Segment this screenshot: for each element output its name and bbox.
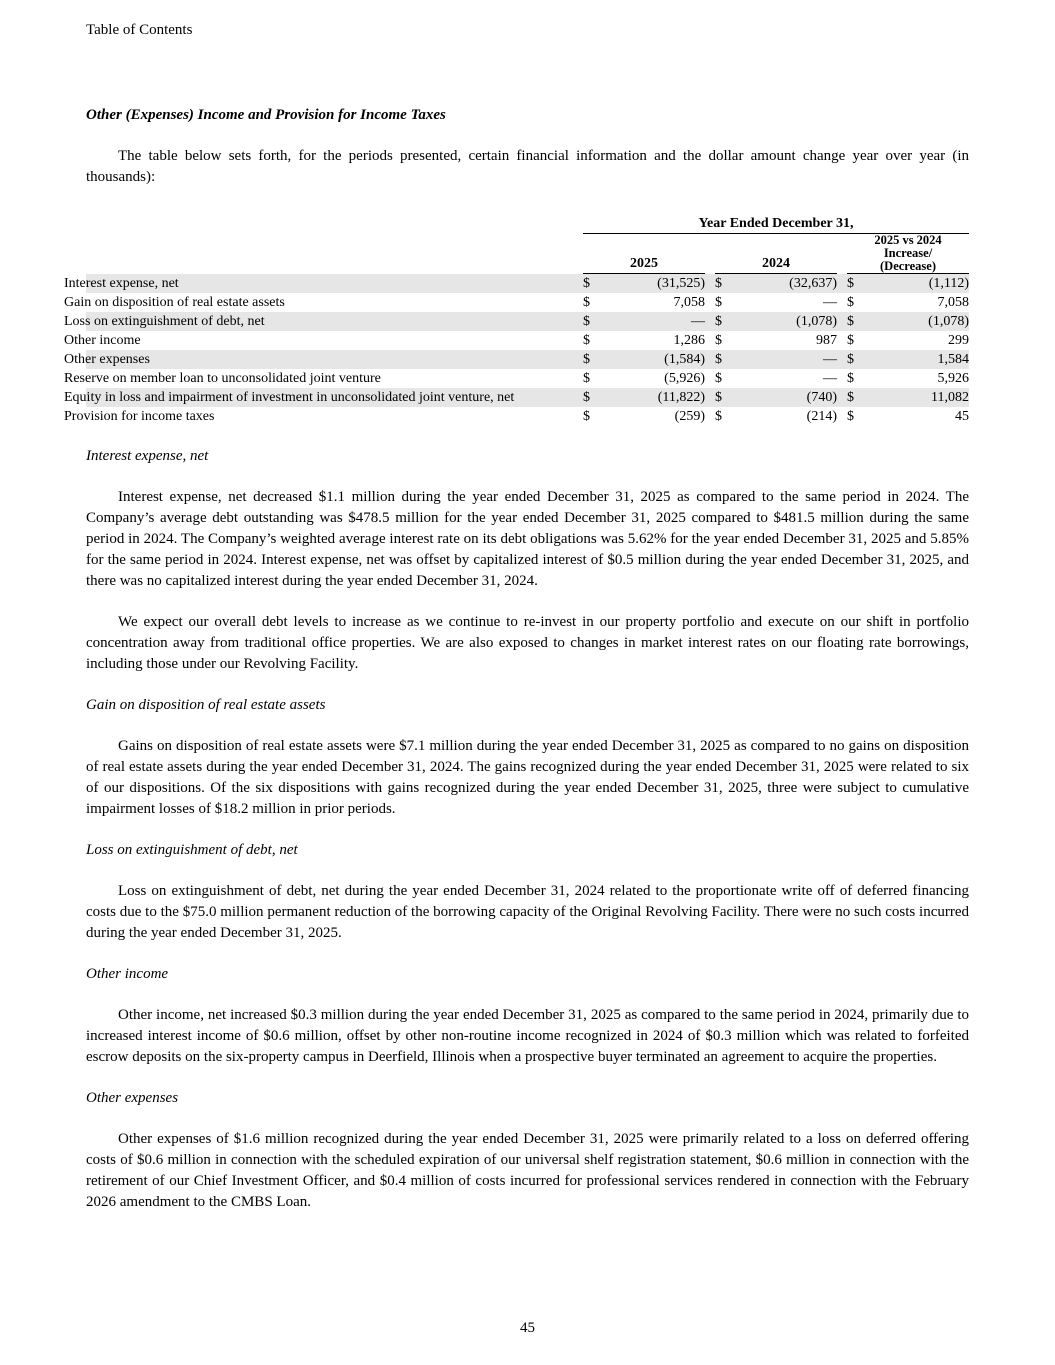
row-label: Provision for income taxes (64, 409, 215, 424)
row-label: Gain on disposition of real estate assets (64, 295, 285, 310)
value-2025: 7,058 (673, 295, 705, 310)
column-header-2024: 2024 (715, 234, 837, 274)
dollar-sign: $ (583, 371, 590, 386)
section-heading-gain-on-disposition: Gain on disposition of real estate assets (86, 697, 326, 713)
value-change: 299 (948, 333, 969, 348)
paragraph: Other expenses of $1.6 million recognized during the year ended December 31, 2025 were primarily related to a loss on deferred offering costs of $0.6 million in connection with the scheduled expiration of our universal shelf registration statement, $0.6 million in connection with the retirement of our Chief Investment Officer, and $0.4 million of costs incurred for professional services rendered in connection with the February 2026 amendment to the CMBS Loan. (86, 1131, 969, 1210)
dollar-sign: $ (715, 371, 722, 386)
section-heading-other-income: Other income (86, 966, 169, 982)
paragraph: Gains on disposition of real estate assets were $7.1 million during the year ended December 31, 2025 as compared to no gains on disposition of real estate assets during the year ended December 31, 2024. The gains recognized during the year ended December 31, 2025 were related to six of our dispositions. Of the six dispositions with gains recognized during the year ended December 31, 2025, three were subject to cumulative impairment losses of $18.2 million in prior periods. (86, 738, 969, 817)
value-2025: (1,584) (605, 350, 705, 369)
dollar-sign: $ (715, 312, 737, 331)
financial-table (64, 214, 969, 426)
dollar-sign: $ (847, 350, 869, 369)
dollar-sign: $ (847, 312, 869, 331)
value-change: 7,058 (937, 295, 969, 310)
dollar-sign: $ (583, 350, 605, 369)
section-heading-interest-expense: Interest expense, net (86, 448, 209, 464)
value-2024: — (737, 350, 837, 369)
value-2024: — (823, 295, 837, 310)
dollar-sign: $ (847, 371, 854, 386)
value-2024: (740) (737, 388, 837, 407)
dollar-sign: $ (583, 295, 590, 310)
dollar-sign: $ (715, 388, 737, 407)
table-row (86, 293, 969, 312)
table-row (86, 407, 969, 426)
intro-paragraph: The table below sets forth, for the periods presented, certain financial information and the dollar amount change year over year (in thousands): (86, 148, 969, 185)
column-header-2025: 2025 (583, 234, 705, 274)
dollar-sign: $ (847, 274, 869, 294)
value-change: 1,584 (869, 350, 969, 369)
table-header-columns-row (86, 234, 969, 274)
table-row (86, 388, 969, 407)
dollar-sign: $ (715, 274, 737, 294)
page-title: Other (Expenses) Income and Provision for Income Taxes (86, 107, 446, 123)
page-number: 45 (520, 1320, 535, 1336)
section-heading-other-expenses: Other expenses (86, 1090, 179, 1106)
dollar-sign: $ (715, 409, 722, 424)
row-label: Equity in loss and impairment of investment in unconsolidated joint venture, net (86, 388, 583, 407)
value-2025: (259) (674, 409, 705, 424)
paragraph: Interest expense, net decreased $1.1 million during the year ended December 31, 2025 as compared to the same period in 2024. The Company’s average debt outstanding was $478.5 million for the year ended December 31, 2025 compared to $481.5 million during the same period in 2024. The Company’s weighted average interest rate on its debt obligations was 5.62% for the year ended December 31, 2025 and 5.85% for the same period in 2024. Interest expense, net was offset by capitalized interest of $0.5 million during the year ended December 31, 2025, and there was no capitalized interest during the year ended December 31, 2024. (86, 489, 969, 589)
value-change: (1,078) (869, 312, 969, 331)
paragraph: Other income, net increased $0.3 million during the year ended December 31, 2025 as compared to the same period in 2024, primarily due to increased interest income of $0.6 million, offset by other non-routine income recognized in 2024 of $0.3 million which was related to forfeited escrow deposits on the six-property campus in Deerfield, Illinois when a prospective buyer terminated an agreement to acquire the properties. (86, 1007, 969, 1065)
dollar-sign: $ (847, 333, 854, 348)
dollar-sign: $ (847, 295, 854, 310)
value-2024: 987 (816, 333, 837, 348)
table-header-span-row (86, 214, 969, 234)
value-2025: — (605, 312, 705, 331)
value-2024: (1,078) (737, 312, 837, 331)
dollar-sign: $ (583, 409, 590, 424)
table-row (86, 331, 969, 350)
dollar-sign: $ (715, 333, 722, 348)
table-span-header: Year Ended December 31, (583, 214, 969, 234)
section-heading-loss-on-extinguishment: Loss on extinguishment of debt, net (86, 842, 298, 858)
value-change: 11,082 (869, 388, 969, 407)
value-2024: (214) (806, 409, 837, 424)
paragraph: Loss on extinguishment of debt, net during the year ended December 31, 2024 related to the proportionate write off of deferred financing costs due to the $75.0 million permanent reduction of the borrowing capacity of the Original Revolving Facility. There were no such costs incurred during the year ended December 31, 2025. (86, 883, 969, 941)
value-2025: 1,286 (673, 333, 705, 348)
dollar-sign: $ (715, 295, 722, 310)
row-label: Reserve on member loan to unconsolidated joint venture (64, 371, 381, 386)
table-row (86, 312, 969, 331)
table-of-contents-link[interactable]: Table of Contents (86, 22, 193, 38)
table-row (86, 350, 969, 369)
dollar-sign: $ (847, 388, 869, 407)
row-label: Loss on extinguishment of debt, net (86, 312, 583, 331)
value-2024: (32,637) (737, 274, 837, 294)
value-2025: (31,525) (605, 274, 705, 294)
dollar-sign: $ (847, 409, 854, 424)
value-change: 5,926 (937, 371, 969, 386)
column-header-change-line2: Increase/ (883, 246, 933, 260)
value-2024: — (823, 371, 837, 386)
value-2025: (5,926) (664, 371, 705, 386)
value-change: (1,112) (869, 274, 969, 294)
dollar-sign: $ (583, 274, 605, 294)
row-label: Other income (64, 333, 141, 348)
column-header-change-line1: 2025 vs 2024 (874, 233, 942, 247)
value-change: 45 (955, 409, 969, 424)
row-label: Other expenses (86, 350, 583, 369)
paragraph: We expect our overall debt levels to increase as we continue to re-invest in our property portfolio and execute on our shift in portfolio concentration away from traditional office properties. We are also exposed to changes in market interest rates on our floating rate borrowings, including those under our Revolving Facility. (86, 614, 969, 672)
table-row (86, 274, 969, 294)
column-header-change (847, 234, 969, 274)
dollar-sign: $ (583, 388, 605, 407)
dollar-sign: $ (583, 333, 590, 348)
value-2025: (11,822) (605, 388, 705, 407)
table-row (86, 369, 969, 388)
dollar-sign: $ (583, 312, 605, 331)
dollar-sign: $ (715, 350, 737, 369)
row-label: Interest expense, net (86, 274, 583, 294)
column-header-change-line3: (Decrease) (880, 259, 936, 273)
